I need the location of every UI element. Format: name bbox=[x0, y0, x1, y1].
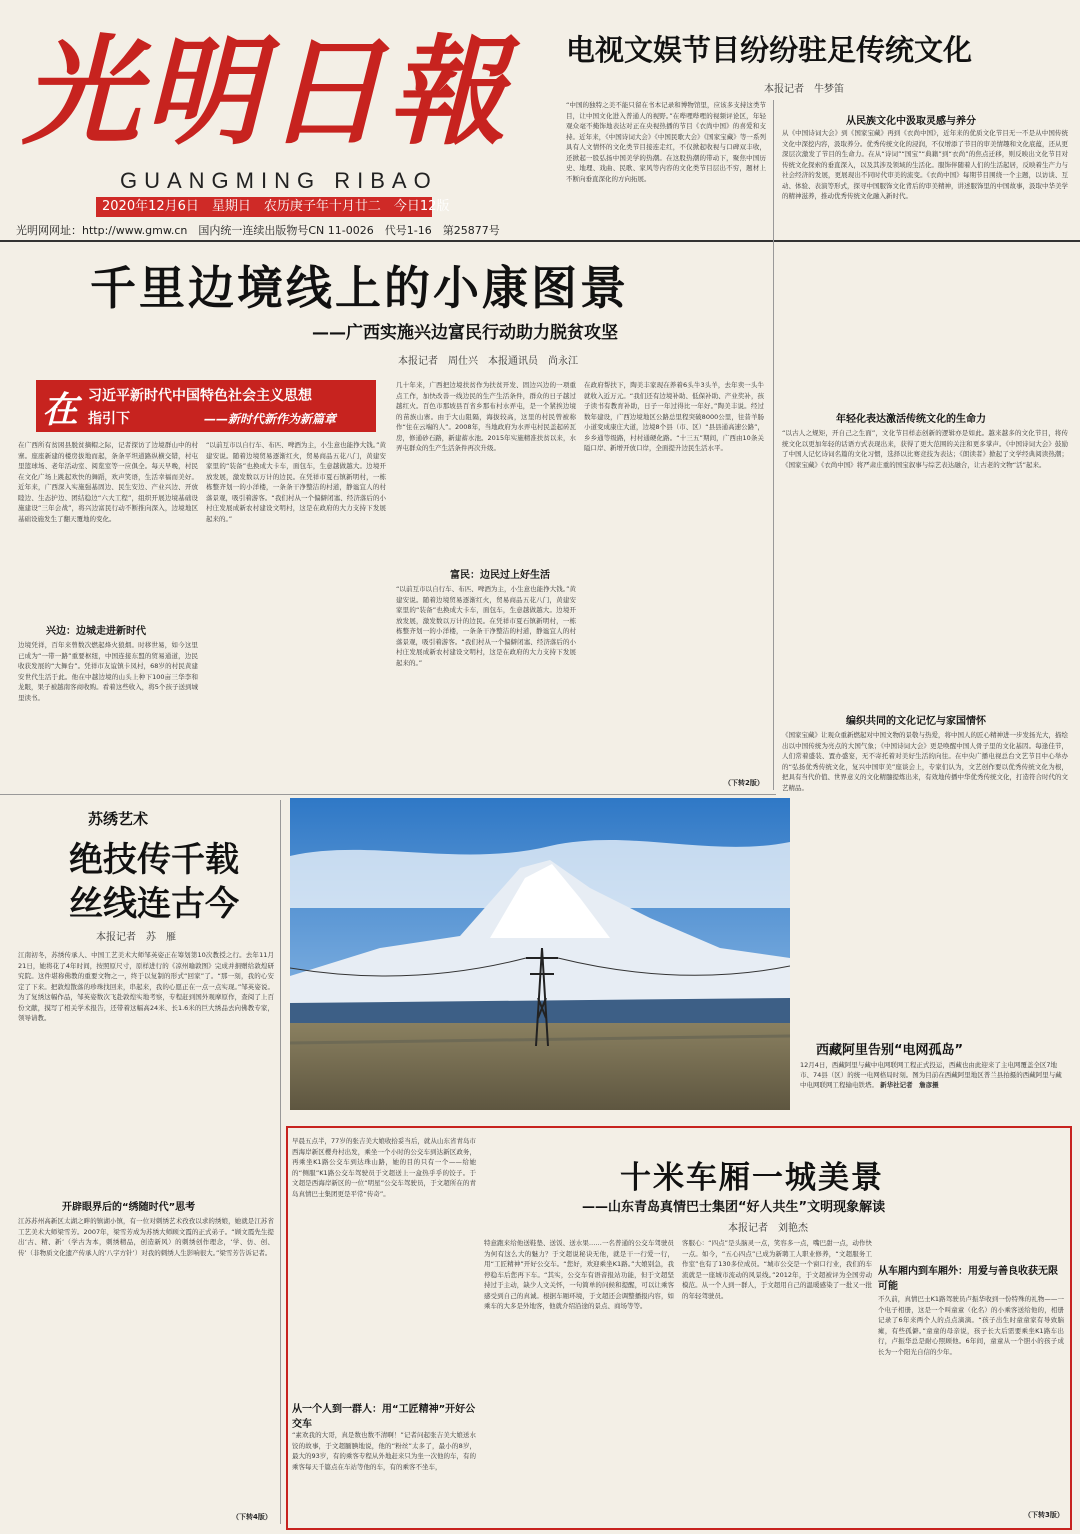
main-article-text: 边境凭祥，百年来曾数次燃起烽火狼烟。时移世易，如今这里已成为“一带一路”重要枢纽，中国连接东盟的贸易通道，边民收获发展的“大舞台”。凭祥市友谊镇卡凤村，68岁的村民黄建安世代生活于此。他在中越边境的山头上种下100亩三华李和龙眼，果子被越南客商收购。看着这些收入，将5个孩子送到城里读书。 bbox=[18, 641, 198, 702]
masthead-pinyin: GUANGMING RIBAO bbox=[120, 168, 438, 193]
boxed-article-subheadline: ——山东青岛真情巴士集团“好人共生”文明现象解读 bbox=[582, 1200, 886, 1215]
publication-info: 光明网网址：http://www.gmw.cn 国内统一连续出版物号CN 11-0026 代号1-16 第25877号 bbox=[16, 224, 500, 237]
boxed-article-text: 早晨五点半，77岁的张吉美大娘收拾妥当后，就从山东省青岛市西海岸新区樱舟村出发，乘坐一个小时的公交车到达新区政务，再乘坐K1路公交车到达珠山路，她的目的只有一个——给她的“侧服”K1路公交车驾驶员于文超送上一盒热乎乎的饺子。于文超是西海岸新区的一位“明星”公交车驾驶员，于文超所在的青岛真情巴士集团更是平常“传奇”。 bbox=[292, 1137, 476, 1198]
main-headline: 千里边境线上的小康图景 bbox=[90, 261, 629, 315]
mountain-powerline-photo bbox=[290, 798, 790, 1110]
boxed-article-text: 不久前，真情巴士K1路驾驶员卢振华收到一份特殊的礼物——一个电子相册，这是一个叫童童（化名）的小乘客送给他的，相册记录了6年来两个人的点点滴滴。“孩子出生时童童家有导致脑瘫，有些孤僻。”童童的母亲说，孩子长大后需要乘坐K1路车出行，卢振华总是耐心照顾他。6年间，童童从一个胆小的孩子成长为一个阳光自信的少年。 bbox=[878, 1295, 1064, 1356]
art-section-title: 开辟眼界后的“绣随时代”思考 bbox=[62, 1202, 196, 1213]
boxed-section-title: 从车厢内到车厢外：用爱与善良收获无限可能 bbox=[878, 1266, 1058, 1292]
photo-caption-text: 12月4日，西藏阿里与藏中电网联网工程正式投运，西藏也由此迎来了主电网覆盖全区7地市、74县（区）的统一电网格局时刻。图为目前在西藏阿里地区普兰县拍摄的西藏阿里与藏中电网联网工程输电铁塔。 bbox=[800, 1061, 1062, 1089]
art-byline: 本报记者 苏 雁 bbox=[96, 932, 176, 943]
main-article-text: 在广西所有贫困县脱贫摘帽之际，记者探访了边境群山中的村寨。座座新建的楼房拔地而起，条条平坦道路纵横交错，村屯里篮球场、老年活动室、阅览室等一应俱全。每天早晚，村民在文化广场上跳起欢快的舞蹈，欢声笑语，生活幸福而美好。近年来，广西深入实施强基固边、民生安边、产业兴边、开放睦边、生态护边、团结稳边“六大工程”，组织开展边境基础设施建设“三年会战”，将兴边富民行动不断推向深入，边境地区基础设施发生了翻天覆地的变化。 bbox=[18, 441, 198, 523]
top-article-byline: 本报记者 牛梦笛 bbox=[764, 84, 844, 95]
news-photo bbox=[290, 798, 790, 1110]
photo-caption-title: 西藏阿里告别“电网孤岛” bbox=[816, 1043, 964, 1058]
main-section-title: 兴边：边城走进新时代 bbox=[46, 626, 146, 637]
main-article-text: “以前互市以自行车、布匹、啤酒为主，小生意也能挣大钱。”黄建安说。随着边境贸易逐渐红火，贸易商品五花八门，黄建安家里的“装备”也换成大卡车，面包车，生意越做越大。边境开放发展，激发数以万计的边民。在凭祥市夏石镇新明村，一栋栋整齐划一的小洋楼，一条条干净整洁的村道，静谧宜人的村落景观，吸引着游客。“我们村从一个偏僻闭塞、经济落后的小村庄发展成新农村建设文明村，这是在政府的大力支持下发展起来的。” bbox=[206, 441, 386, 523]
date-line: 2020年12月6日 星期日 农历庚子年十月廿二 今日12版 bbox=[96, 197, 432, 217]
boxed-article-text: 客服心：“四点”是头脑灵一点，笑容多一点，嘴巴甜一点，动作快一点。如今，“五心四点”已成为新聘工人职业修养，“文超服务工作室”也有了130多位成员。“城市公交是一个窗口行业，我们的车流就是一座城市流动的风景线。”2012年，于文超被评为全国劳动模范。从一个人到一群人，于文超用自己的温暖感染了一批又一批的年轻驾驶员。 bbox=[682, 1239, 872, 1300]
main-article-text: “以前互市以自行车、布匹、啤酒为主，小生意也能挣大钱。”黄建安说。随着边境贸易逐渐红火，贸易商品五花八门，黄建安家里的“装备”也换成大卡车，面包车，生意越做越大。边境开放发展，激发数以万计的边民。在凭祥市夏石镇新明村，一栋栋整齐划一的小洋楼，一条条干净整洁的村道，静谧宜人的村落景观，吸引着游客。“我们村从一个偏僻闭塞、经济落后的小村庄发展成新农村建设文明村，这是在政府的大力支持下发展起来的。” bbox=[396, 585, 576, 667]
banner-line-3: ——新时代新作为新篇章 bbox=[204, 412, 337, 426]
boxed-section-title: 从一个人到一群人：用“工匠精神”开好公交车 bbox=[292, 1404, 476, 1430]
photo-credit: 新华社记者 詹彦摄 bbox=[880, 1081, 939, 1089]
main-article-text: 几十年来，广西把边境扶贫作为扶贫开发、固边兴边的一项重点工作，加快改善一线边民的生产生活条件，群众的日子越过越红火。百色市那坡县百省乡那布村水弄屯，是一个紧挨边境的苗族山寨。由于大山阻隔，海拔较高，这里的村民曾被称作“住在云端的人”。2008年，当地政府为水弄屯村民盖起砖瓦房，修通砂石路，新建蓄水池。2015年实施精准扶贫以来，水弄屯群众的生产生活条件再次升级。 bbox=[396, 381, 576, 452]
photo-caption bbox=[800, 1060, 1068, 1090]
boxed-article-text: “素欢我的大哥，真是数也数不清啊！”记者问起张吉美大娘送水饺的故事，于文超腼腆地说，他的“粉丝”太多了，最小的8岁，最大的93岁，有的乘客专程从外地赶来只为坐一次他的车，有的乘客每天千篇点在车站等他的车，有的乘客不坐车， bbox=[292, 1431, 476, 1471]
art-article-text: 江南初冬，苏绣传承人、中国工艺美术大师邹英姿正在筹划第10次教授之行。去年11月21日，她将花了4年时间，按照原尺寸，原样进行的《凉州喻敦图》完成并捐赠给敦煌研究院。这件堪称佛教的重要文物之一，终于以复制的形式“回家”了。“那一刻，我的心安定了下来。把敦煌散落的珍珠找回来，串起来，我的心愿正在一点一点实现。”邹英姿说。为了复绣这幅作品，邹英姿数次飞赴敦煌实地考察，专程赶到国外观摩原作，查阅了上百份文献，摸写了相关学术报告，还带着这幅高24米、长1.6米的巨大绣品去向佛教专家，领导请教。 bbox=[18, 951, 274, 1022]
banner-big-char: 在 bbox=[42, 389, 79, 431]
top-article-lead: “中国的独特之美不能只留在书本记录和博物馆里，应该多支持这类节目，让中国文化进入普通人的视野。”在哔哩哔哩的视频评论区，年轻观众毫不掩饰地表达对正在央视热播的节目《衣尚中国》的喜爱和支持。近年来，《中国诗词大会》《中国民歌大会》《国家宝藏》等一系列具有人文情怀的文化类节目接连走红，不仅掀起收视与口碑双丰收，还掀起一股弘扬中国美学的热潮。在这股热潮的带动下，聚焦中国历史、地理、戏曲、民歌、家风等内容的文化类节目层出不穷，题材上不断向垂直深化的方向拓展。 bbox=[566, 101, 766, 183]
masthead-logo: 光明日報 bbox=[22, 22, 511, 161]
top-article-section-title: 年轻化表达激活传统文化的生命力 bbox=[836, 414, 986, 425]
top-article-section-text: “以古人之规矩，开自己之生面”，文化节目样态创新的逻辑亦是如此。越来越多的文化节目，将传统文化以更加年轻的话语方式表现出来，获得了更大范围的关注和更多掌声。《中国诗词大会》鼓励了中国人记忆诗词名篇的文化习惯，选择以比赛竞技为表达；《朗读者》掀起了文学经典阅读热潮；《国家宝藏》《衣尚中国》将严肃庄重的国宝叙事与综艺表达融合，让古老的文物“活”起来。 bbox=[782, 429, 1068, 469]
top-article-section-text: 《国家宝藏》让观众重新燃起对中国文物的景敬与热爱，将中国人的匠心精神进一步发扬光大，描绘出以中国传统为亮点的大国气象；《中国诗词大会》更是唤醒中国人骨子里的文化基因。每逢佳节，人们常着盛装、置办盛宴，无不寄托着对美好生活的向往。在中央广播电视总台文艺节目中心举办的“弘扬优秀传统文化，复兴中国审美”座谈会上，专家们认为，文艺创作要以优秀传统文化为根，把具有当代价值、世界意义的文化精髓提炼出来，有效地传播中华优秀传统文化，打造符合时代的文艺精品。 bbox=[782, 731, 1068, 792]
art-category: 苏绣艺术 bbox=[88, 810, 149, 828]
top-article-headline: 电视文娱节目纷纷驻足传统文化 bbox=[566, 33, 973, 67]
main-subheadline: ——广西实施兴边富民行动助力脱贫攻坚 bbox=[312, 323, 618, 343]
art-article-text: 江苏苏州高新区太湖之畔的镇湖小镇，有一位对刺绣艺术孜孜以求的绣娘，她就是江苏省工艺美术大师梁雪芳。2007年，梁雪芳成为苏绣大师顾文霞的正式弟子。“顾文霞先生提出‘古、精、新’（学古为本，刺绣精品，创造新风）的刺绣创作理念，‘学、仿、创、传’（非物质文化遗产传承人的‘八字方针’）对我的刺绣人生影响很大。”梁雪芳告诉记者。 bbox=[18, 1217, 274, 1257]
theme-banner bbox=[36, 380, 376, 432]
art-headline-line: 绝技传千载 bbox=[69, 840, 239, 880]
column-divider bbox=[280, 800, 281, 1524]
main-section-title: 富民：边民过上好生活 bbox=[450, 570, 550, 581]
art-headline bbox=[54, 838, 254, 926]
boxed-article-headline: 十米车厢一城美景 bbox=[620, 1160, 884, 1196]
main-article-text: 在政府帮扶下，陶美丰家现在养着6头牛3头羊，去年卖一头牛就收入近万元。“我们还有边境补助、低保补助、产业奖补，孩子读书有教育补助，日子一年过得比一年好。”陶美丰说。经过数年建设，广西边境地区公路总里程突破8000公里，往昔羊肠小道变成康庄大道，边境8个县（市、区）“县县通高速公路”，乡乡通等级路，村村通硬化路。“十三五”期间，广西由10条关隘口岸、新增开放口岸，全面提升边民生活水平。 bbox=[584, 381, 764, 452]
art-headline-line: 丝线连古今 bbox=[69, 884, 239, 924]
banner-line-2: 指引下 bbox=[88, 411, 130, 427]
top-article-section-title: 编织共同的文化记忆与家国情怀 bbox=[846, 716, 986, 727]
boxed-article-text: 特意跑来给他送鞋垫、送饭、送水果……一名普通的公交车驾驶员为何有这么大的魅力？于文超说秘诀无他，就是干一行爱一行，用“工匠精神”开好公交车。“您好，欢迎乘坐K1路。”大娘别急，我停稳车后您再下车。“其实，公交车有语音报站功能，但于文超坚持过于主动，缺少人文关怀，一句简单的问候和提醒，可以让乘客感受到自己的真诚。根据车厢环境，于文超还会调整播报内容，如乘车的大多是外地客，他就介绍沿途的景点、商场等等。 bbox=[484, 1239, 674, 1310]
art-continued-mark: （下转4版） bbox=[232, 1513, 272, 1521]
main-continued-mark: （下转2版） bbox=[724, 779, 764, 787]
top-article-section-text: 从《中国诗词大会》到《国家宝藏》再到《衣尚中国》，近年来的优质文化节目无一不是从中国传统文化中深挖内容，汲取养分。优秀传统文化的浸润，不仅增添了节目的审美情趣和文化底蕴，还从更深层次激发了节目的生命力。在从“诗词”“国宝”“典籍”到“衣尚”的焦点迁移，则反映出文化节目对传统文化探索的垂直深入，以及其涉及领域的生活化。服饰伴随着人们的生活起居，反映着生产力与社会经济的发展，更展现出不同时代审美的流变。《衣尚中国》每期节目围绕一个主题，以访谈、互动、体验、表演等形式，探寻中国服饰文化背后的审美精神，讲述服饰里的中国故事，汲取中华美学的精神滋养，推动优秀传统文化融入新时代。 bbox=[782, 129, 1068, 200]
boxed-article-byline: 本报记者 刘艳杰 bbox=[728, 1223, 808, 1234]
main-byline: 本报记者 周仕兴 本报通讯员 尚永江 bbox=[398, 356, 578, 367]
boxed-continued-mark: （下转3版） bbox=[1024, 1511, 1064, 1519]
column-divider bbox=[773, 100, 774, 790]
top-article-section-title: 从民族文化中汲取灵感与养分 bbox=[846, 116, 976, 127]
section-divider bbox=[0, 794, 776, 795]
banner-line-1: 习近平新时代中国特色社会主义思想 bbox=[88, 388, 312, 404]
